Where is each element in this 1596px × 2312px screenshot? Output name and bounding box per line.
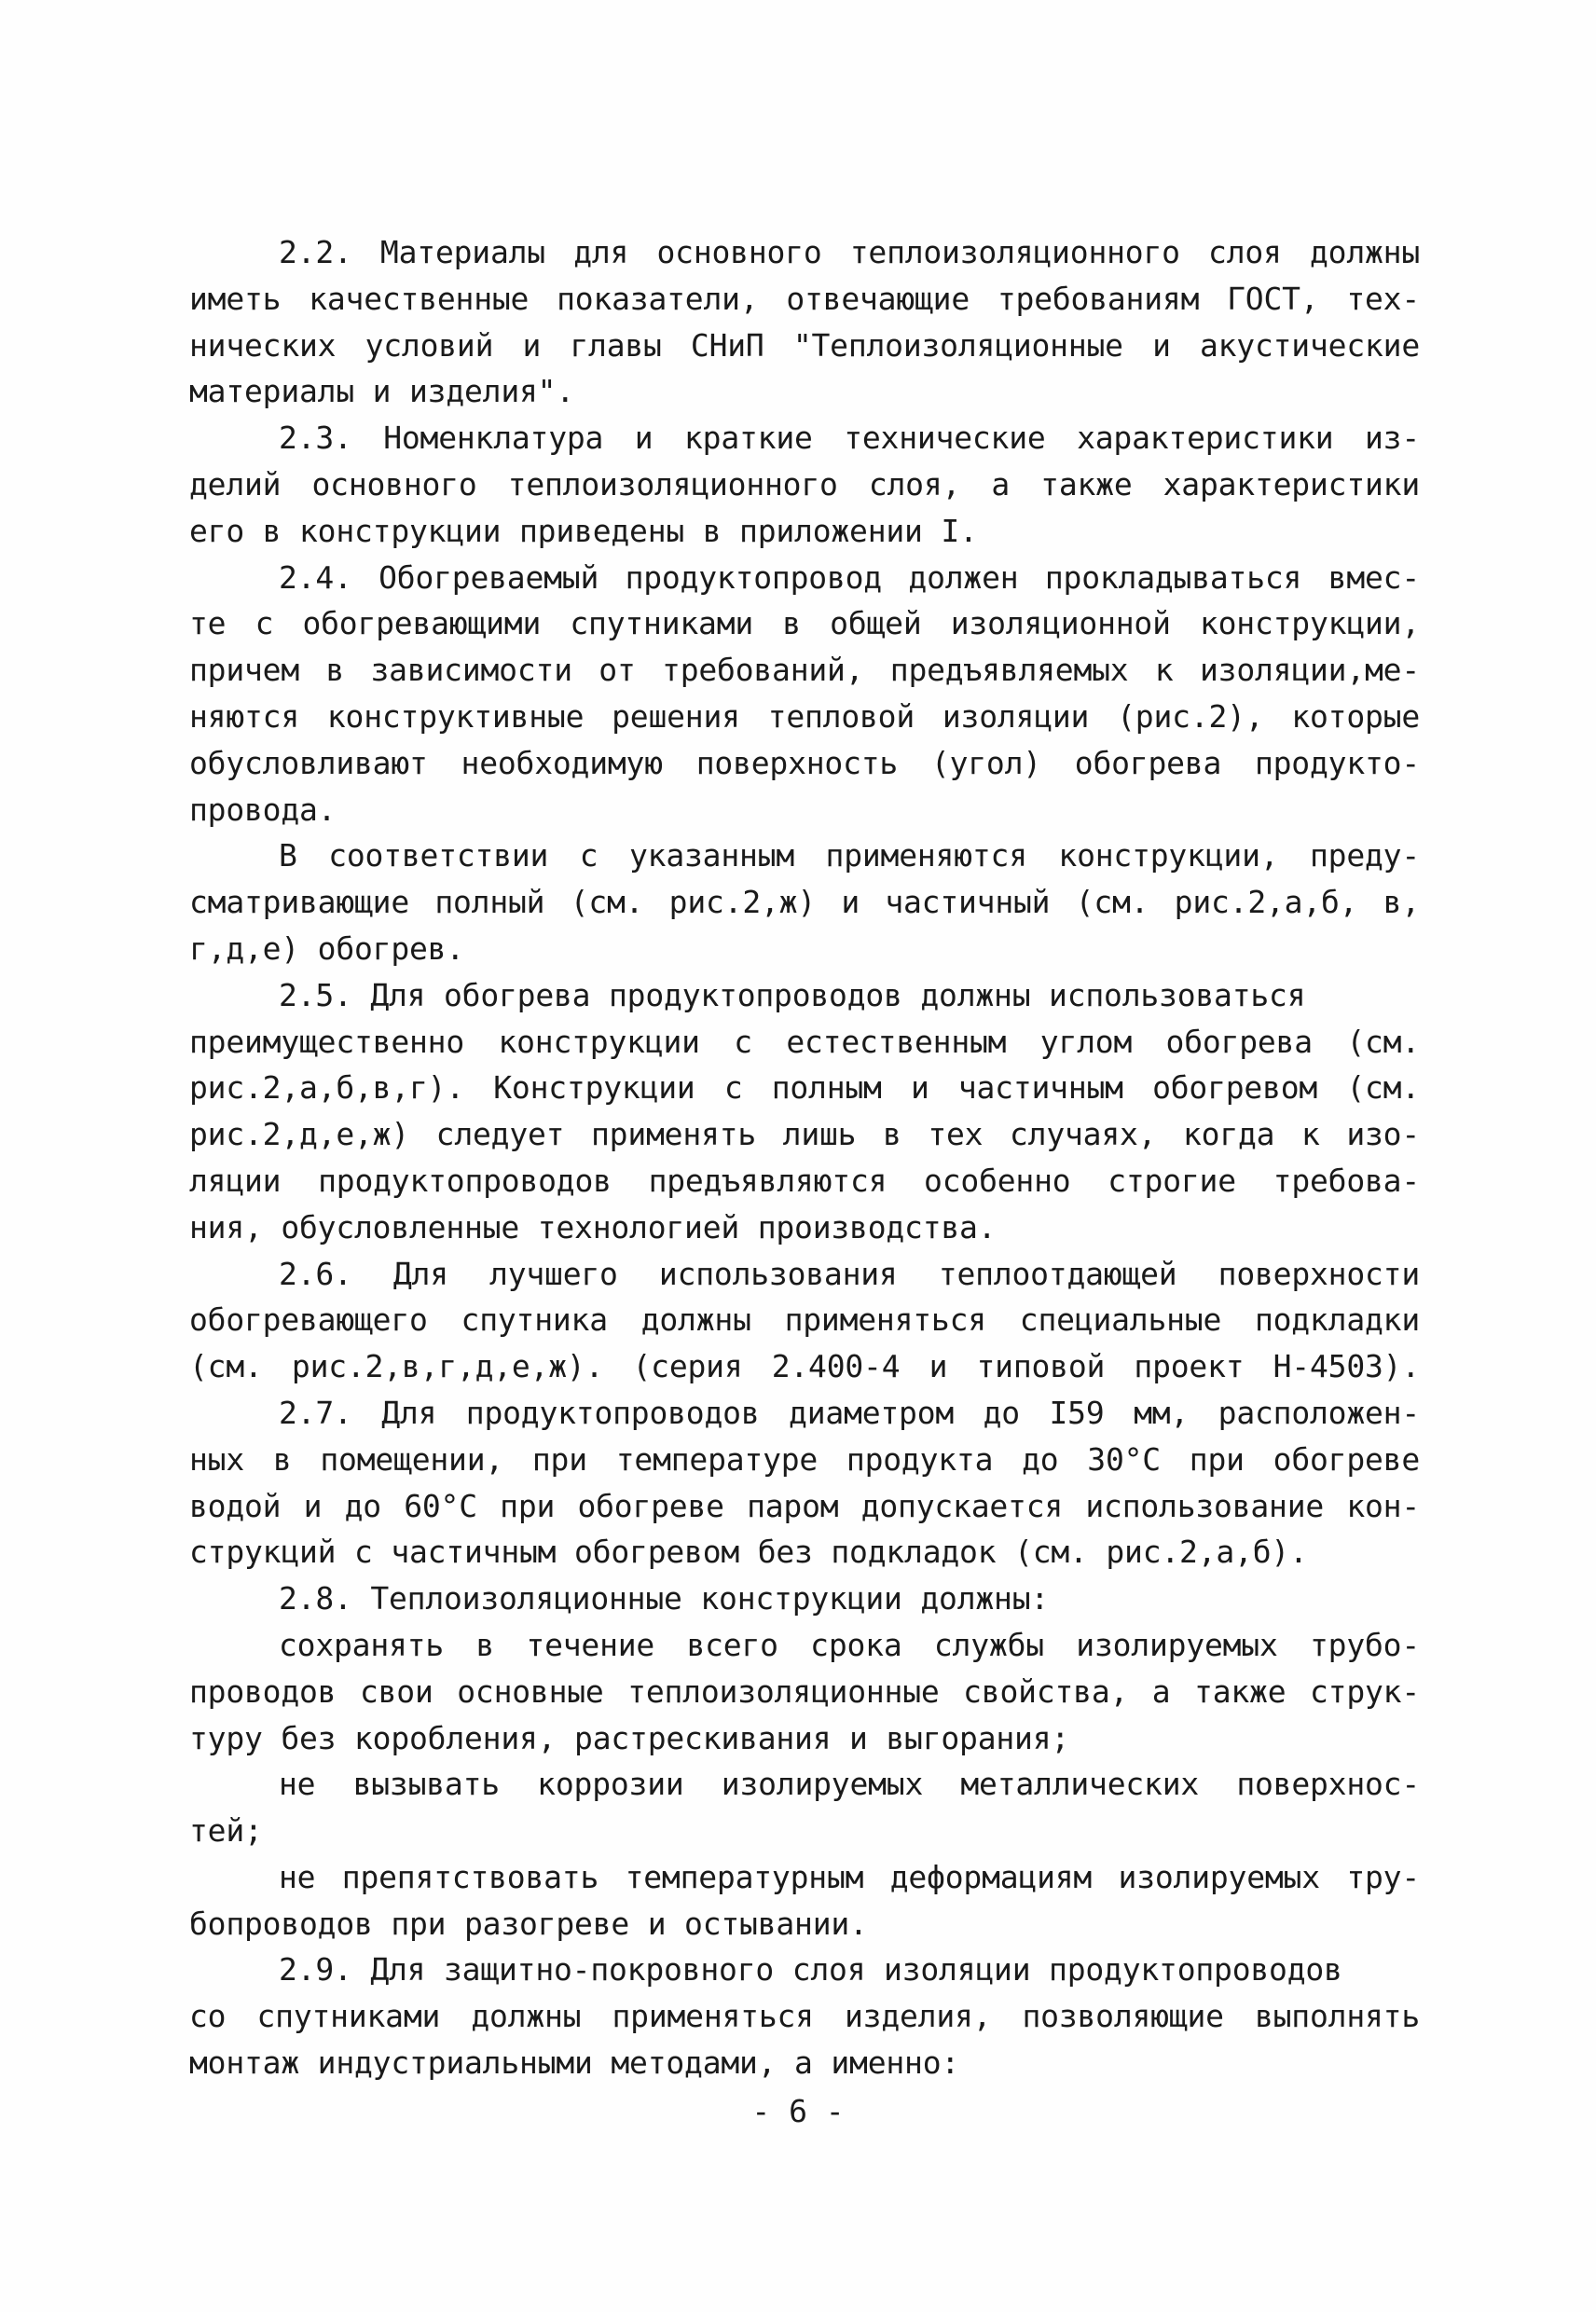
text-line: не препятствовать температурным деформациям изолируемых тру- <box>279 1858 1420 1895</box>
text-line: тей; <box>189 1812 263 1850</box>
text-line: ляции продуктопроводов предъявляются особенно строгие требова- <box>189 1162 1420 1199</box>
text-line: рис.2,а,б,в,г). Конструкции с полным и частичным обогревом (см. <box>189 1069 1420 1107</box>
text-line: материалы и изделия". <box>189 373 575 410</box>
text-line: сматривающие полный (см. рис.2,ж) и частичный (см. рис.2,а,б, в, <box>189 884 1420 921</box>
text-line: 2.8. Теплоизоляционные конструкции должны: <box>279 1580 1050 1617</box>
text-line: монтаж индустриальными методами, а именно: <box>189 2044 960 2082</box>
text-line: иметь качественные показатели, отвечающие требованиям ГОСТ, тех- <box>189 280 1420 317</box>
text-line: 2.4. Обогреваемый продуктопровод должен прокладываться вмес- <box>279 558 1420 596</box>
text-line: бопроводов при разогреве и остывании. <box>189 1905 868 1942</box>
text-line: В соответствии с указанным применяются конструкции, преду- <box>279 837 1420 874</box>
text-line: 2.7. Для продуктопроводов диаметром до I59 мм, расположен- <box>279 1394 1420 1431</box>
text-line: ных в помещении, при температуре продукта до 30°С при обогреве <box>189 1440 1420 1478</box>
text-line: проводов свои основные теплоизоляционные свойства, а также струк- <box>189 1672 1420 1710</box>
text-line: няются конструктивные решения тепловой изоляции (рис.2), которые <box>189 697 1420 735</box>
text-line: 2.9. Для защитно-покровного слоя изоляции продуктопроводов <box>279 1951 1342 1989</box>
text-line: туру без коробления, растрескивания и выгорания; <box>189 1719 1070 1756</box>
text-line: струкций с частичным обогревом без подкладок (см. рис.2,а,б). <box>189 1534 1308 1571</box>
text-line: нических условий и главы СНиП "Теплоизоляционные и акустические <box>189 326 1420 364</box>
body-text <box>189 229 1420 2086</box>
text-line: водой и до 60°С при обогреве паром допускается использование кон- <box>189 1487 1420 1524</box>
text-line: 2.2. Материалы для основного теплоизоляционного слоя должны <box>279 234 1420 270</box>
text-line: (см. рис.2,в,г,д,е,ж). (серия 2.400-4 и типовой проект Н-4503). <box>189 1348 1420 1385</box>
text-line: преимущественно конструкции с естественным углом обогрева (см. <box>189 1023 1420 1060</box>
text-line: сохранять в течение всего срока службы изолируемых трубо- <box>279 1626 1420 1663</box>
text-line: не вызывать коррозии изолируемых металлических поверхнос- <box>279 1766 1420 1803</box>
text-line: его в конструкции приведены в приложении I. <box>189 512 978 549</box>
page-number: - 6 - <box>751 2093 845 2129</box>
text-line: те с обогревающими спутниками в общей изоляционной конструкции, <box>189 605 1420 642</box>
text-line: делий основного теплоизоляционного слоя, а также характеристики <box>189 465 1420 502</box>
text-line: провода. <box>189 791 337 828</box>
text-line: г,д,е) обогрев. <box>189 929 465 967</box>
text-line: 2.5. Для обогрева продуктопроводов должны использоваться <box>279 976 1306 1013</box>
text-line: причем в зависимости от требований, предъявляемых к изоляции,ме- <box>189 652 1420 689</box>
text-line: рис.2,д,е,ж) следует применять лишь в тех случаях, когда к изо- <box>189 1116 1420 1153</box>
text-line: 2.6. Для лучшего использования теплоотдающей поверхности <box>279 1255 1420 1292</box>
text-line: обусловливают необходимую поверхность (угол) обогрева продукто- <box>189 744 1420 781</box>
text-line: обогревающего спутника должны применяться специальные подкладки <box>189 1301 1420 1339</box>
text-line: 2.3. Номенклатура и краткие технические характеристики из- <box>279 420 1420 457</box>
text-line: со спутниками должны применяться изделия, позволяющие выполнять <box>189 1998 1420 2035</box>
text-line: ния, обусловленные технологией производства. <box>189 1208 997 1245</box>
